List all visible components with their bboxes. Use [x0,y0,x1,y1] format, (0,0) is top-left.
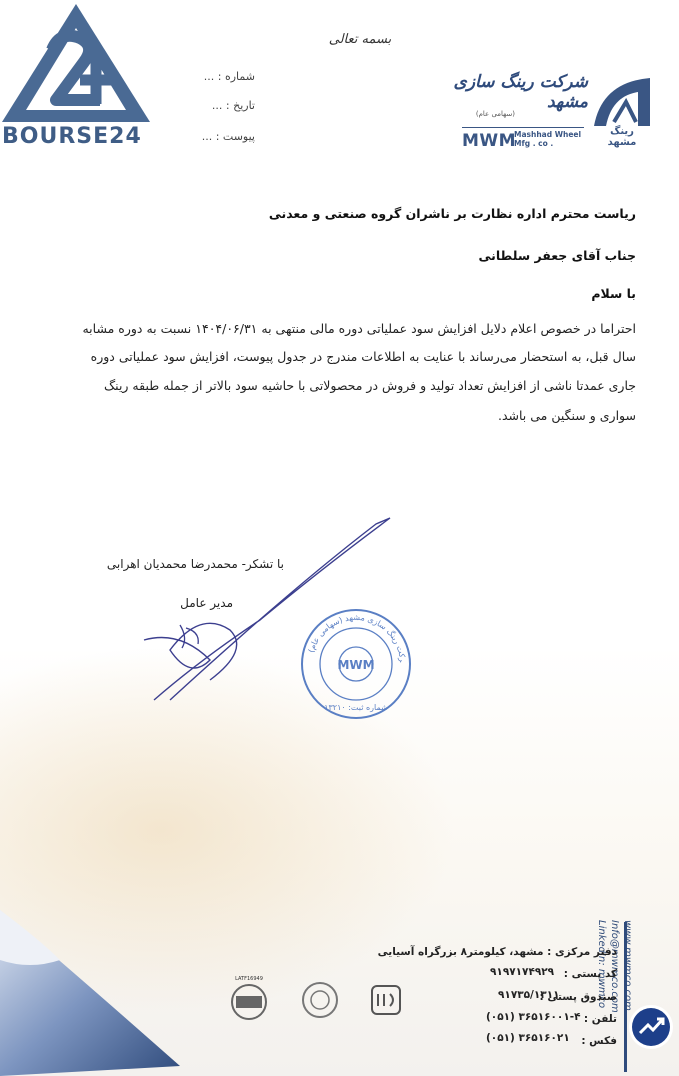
chart-badge-icon[interactable] [628,1004,674,1054]
footer-linkedin[interactable]: LinkedIn: mwmco [596,920,607,1009]
body-line-2: سال قبل، به استحضار می‌رساند با عنایت به اطلاعات مندرج در جدول پیوست، افزایش سود عملیاتی دوره [90,349,636,364]
footer-website[interactable]: www.mwmco.com [622,920,633,1011]
footer-fax-label: فکس : [581,1035,617,1047]
footer-pobox: ۹۱۷۳۵/۱۳۱۱ [498,989,560,1001]
closing-line: با تشکر- محمدرضا محمدیان اهرابی [106,557,284,571]
certification-badge-isiri [370,984,402,1020]
footer-phone: (۰۵۱) ۳۶۵۱۶۰۰۱-۴ [486,1011,581,1023]
certification-badge-quality [300,980,340,1024]
body-line-4: سواری و سنگین می باشد. [497,408,636,423]
iatf-badge-icon [224,982,274,1022]
stamp-reg-text: شماره ثبت: ۱۳۲۱۰ [324,703,388,712]
quality-badge-icon [300,980,340,1020]
certification-badge-iatf [224,976,274,1026]
mwm-logo [592,76,652,132]
letter-date-field: تاریخ : ... [211,99,255,112]
recipient-line: ریاست محترم اداره نظارت بر ناشران گروه صنعتی و معدنی [268,206,636,221]
company-name-en-line1: Mashhad Wheel [514,130,582,139]
company-name-en-line2: Mfg . co . [514,139,554,148]
chart-arrow-icon [628,1004,674,1050]
letterhead-rule [462,127,584,128]
company-name: شرکت رینگ سازی مشهد [453,72,588,112]
company-brand-word: رینگ مشهد [607,126,637,148]
footer-fax: (۰۵۱) ۳۶۵۱۶۰۲۱ [486,1032,570,1044]
footer-email[interactable]: Info@mwmco.com [609,920,620,1013]
greeting-line: با سلام [591,286,636,301]
footer-pobox-label: صندوق پستی : [539,991,617,1003]
isiri-badge-icon [370,984,402,1016]
stamp-center-text: MWM [337,658,375,672]
body-line-1: احتراما در خصوص اعلام دلایل افزایش سود عملیاتی دوره مالی منتهی به ۱۴۰۴/۰۶/۳۱ نسبت به دوره مشابه [82,321,636,336]
wheel-arch-icon [592,76,652,128]
letter-number-field: شماره : ... [203,70,255,83]
bourse24-logo-mark [0,0,152,124]
stamp-ring-textpath: رکت رینگ سازی مشهد (سهامی عام) [306,612,408,663]
company-name-en [514,130,586,148]
stamp-icon [298,606,414,722]
footer-phone-label: تلفن : [583,1013,617,1025]
company-type: (سهامی عام) [475,110,515,118]
footer-address: دفتر مرکزی : مشهد، کیلومتر۸ بزرگراه آسیایی [377,946,617,958]
page-curl-decoration [0,900,190,1076]
footer-postal-code: ۹۱۹۷۱۷۴۹۲۹ [490,966,555,978]
salutation-line: جناب آقای جعفر سلطانی [478,248,636,263]
cert-iatf-label: LATF16949 [235,976,263,982]
basmala: بسمه تعالی [328,32,392,47]
company-abbr: MWM [462,131,517,151]
footer-postal-label: کد پستی : [563,968,617,980]
official-stamp [298,606,414,726]
bourse24-wordmark: BOURSE24 [2,124,142,149]
letter-attachment-field: پیوست : ... [201,130,255,143]
signer-role: مدیر عامل [180,596,233,610]
body-line-3: جاری عمدتا ناشی از افزایش تعداد تولید و فروش در محصولاتی با حاشیه سود بالاتر از جمله طبقه رینگ [103,378,636,393]
